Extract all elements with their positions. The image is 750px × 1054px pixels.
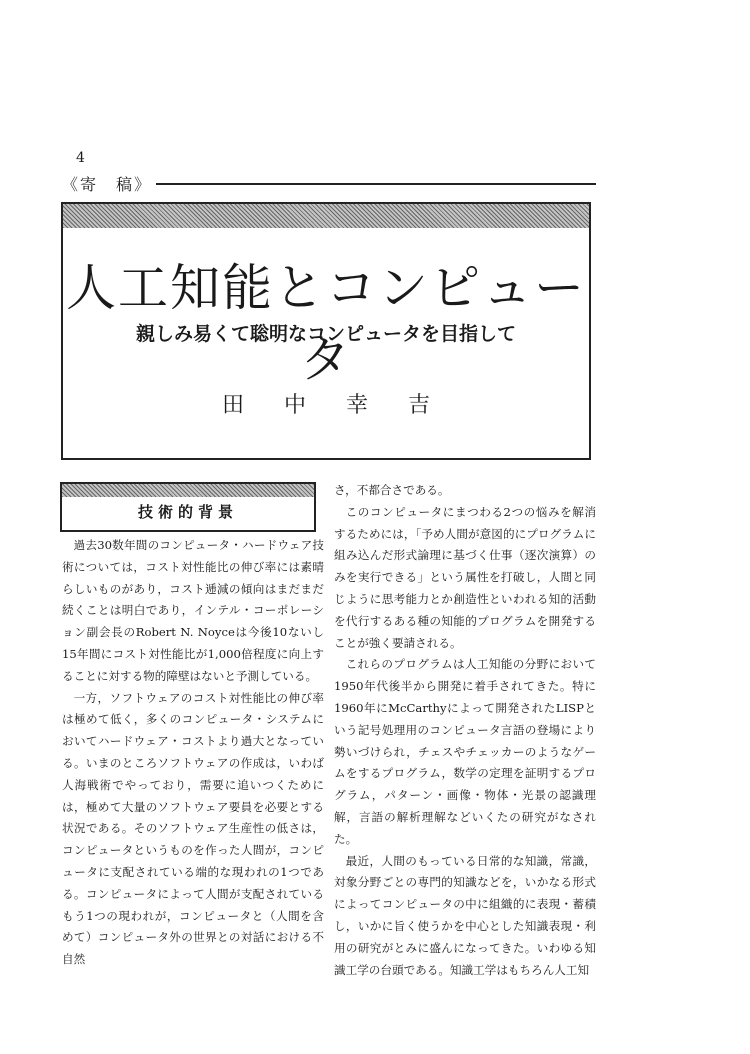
paragraph: 一方，ソフトウェアのコスト対性能比の伸び率は極めて低く，多くのコンピュータ・システムにおいてハードウェア・コストより過大となっている。いまのところソフトウェアの作成は，いわば人海戦術でやっており，需要に追いつくためには，極めて大量のソフトウェア要員を必要とする状況である。そのソフトウェア生産性の低さは，コンピュータというものを作った人間が，コンピュータに支配されている端的な現われの1つである。コンピュータによって人間が支配されているもう1つの現われが，コンピュータと（人間を含めて）コンピュータ外の世界との対話における不自然 [62, 690, 324, 967]
section-heading-band [62, 484, 314, 497]
right-column [334, 480, 596, 981]
section-heading-text: 技術的背景 [137, 503, 238, 521]
article-title: 人工知能とコンピュータ [66, 259, 586, 389]
page-number: 4 [76, 150, 85, 166]
paragraph: 最近，人間のもっている日常的な知識，常識，対象分野ごとの専門的知識などを，いかなる形式によってコンピュータの中に組織的に表現・蓄積し，いかに旨く使うかを中心とした知識表現・利用の研究がとみに盛んになってきた。いわゆる知識工学の台頭である。知識工学はもちろん人工知 [334, 853, 596, 977]
paragraph: 過去30数年間のコンピュータ・ハードウェア技術については，コスト対性能比の伸び率には素晴らしいものがあり，コスト逓減の傾向はまだまだ続くことは明白であり，インテル・コーポレーション副会長のRobert N. Noyceは今後10ないし15年間にコスト対性能比が1,000倍程度に向上することに対する物的障壁はないと予測している。 [62, 538, 324, 683]
section-tag: 《寄 稿》 [62, 172, 156, 195]
paragraph: これらのプログラムは人工知能の分野において1950年代後半から開発に着手されてきた。特に1960年にMcCarthyによって開発されたLISPという記号処理用のコンピュータ言語の登場により勢いづけられ，チェスやチェッカーのようなゲームをするプログラム，数学の定理を証明するプログラム，パターン・画像・物体・光景の認識理解，言語の解析理解などいくたの研究がなされた。 [334, 657, 596, 846]
article-subtitle: 親しみ易くて聡明なコンピュータを目指して [135, 323, 516, 345]
article-author: 田中幸吉 [221, 393, 470, 418]
paragraph-continuation: さ，不都合さである。 [334, 483, 450, 497]
header-rule-row [62, 172, 596, 194]
left-column [62, 535, 324, 971]
section-heading [60, 482, 316, 532]
title-band [63, 204, 589, 228]
paragraph: このコンピュータにまつわる2つの悩みを解消するためには，「予め人間が意図的にプログラムに組み込んだ形式論理に基づく仕事（逐次演算）のみを実行できる」という属性を打破し，人間と同じように思考能力とか創造性といわれる知的活動を代行するある種の知能的プログラムを開発することが強く要請される。 [334, 504, 596, 650]
title-box [61, 202, 591, 460]
